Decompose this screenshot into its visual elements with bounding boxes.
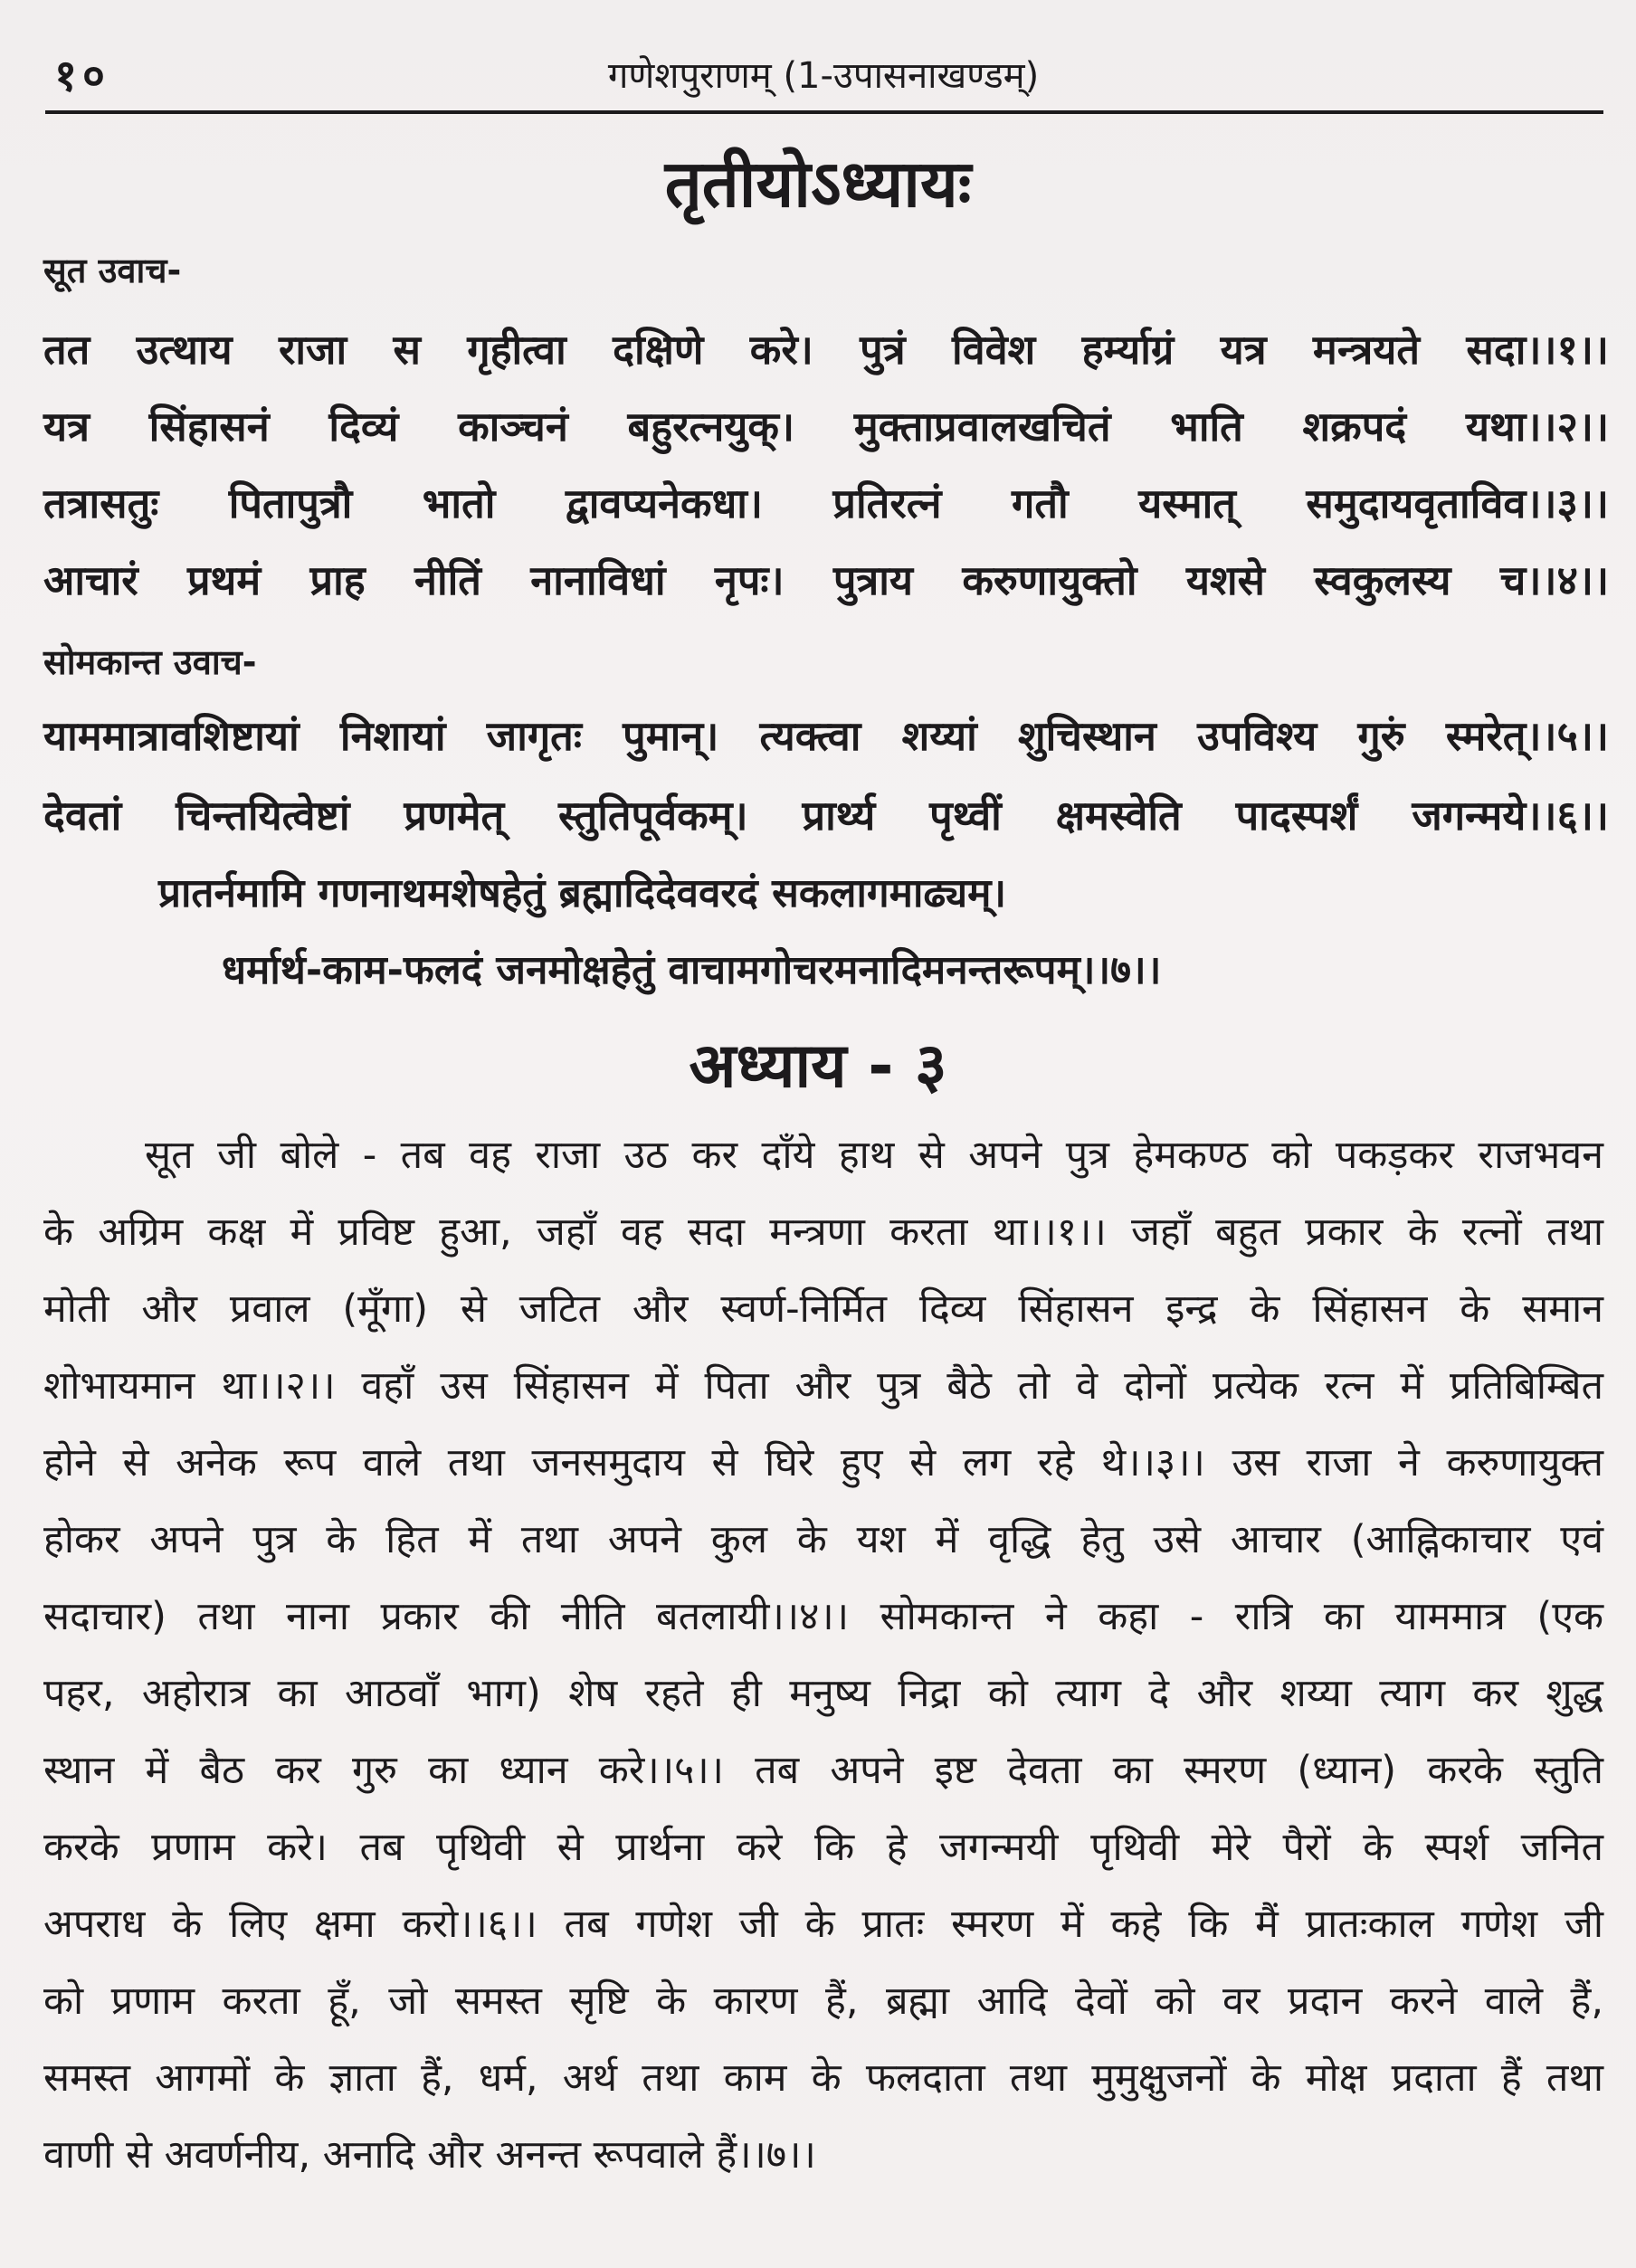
- sanskrit-verse-3: तत्रासतुः पितापुत्रौ भातो द्वावप्यनेकधा। प्रतिरत्नं गतौ यस्मात् समुदायवृताविव।।३।।: [43, 479, 1609, 527]
- header-divider: [45, 110, 1603, 114]
- sanskrit-verse-4: आचारं प्रथमं प्राह नीतिं नानाविधां नृपः। पुत्राय करुणायुक्तो यशसे स्वकुलस्य च।।४।।: [43, 556, 1609, 604]
- page-number: १०: [54, 51, 110, 101]
- section-heading: अध्याय - ३: [689, 1030, 947, 1102]
- page-header: [45, 36, 1602, 109]
- translation-line: सदाचार) तथा नाना प्रकार की नीति बतलायी।।४।। सोमकान्त ने कहा - रात्रि का याममात्र (एक: [43, 1594, 1603, 1639]
- translation-line: स्थान में बैठ कर गुरु का ध्यान करे।।५।। तब अपने इष्ट देवता का स्मरण (ध्यान) करके स्तुति: [43, 1748, 1603, 1793]
- translation-line: मोती और प्रवाल (मूँगा) से जटित और स्वर्ण-निर्मित दिव्य सिंहासन इन्द्र के सिंहासन के समान: [43, 1286, 1603, 1332]
- translation-line: वाणी से अवर्णनीय, अनादि और अनन्त रूपवाले हैं।।७।।: [43, 2132, 816, 2178]
- translation-line: सूत जी बोले - तब वह राजा उठ कर दाँये हाथ से अपने पुत्र हेमकण्ठ को पकड़कर राजभवन: [145, 1133, 1603, 1178]
- translation-line: होकर अपने पुत्र के हित में तथा अपने कुल के यश में वृद्धि हेतु उसे आचार (आह्निकाचार एवं: [43, 1517, 1603, 1562]
- translation-line: को प्रणाम करता हूँ, जो समस्त सृष्टि के कारण हैं, ब्रह्मा आदि देवों को वर प्रदान करने वाले हैं,: [43, 1979, 1603, 2024]
- translation-line: पहर, अहोरात्र का आठवाँ भाग) शेष रहते ही मनुष्य निद्रा को त्याग दे और शय्या त्याग कर शुद्ध: [43, 1671, 1603, 1716]
- translation-line: शोभायमान था।।२।। वहाँ उस सिंहासन में पिता और पुत्र बैठे तो वे दोनों प्रत्येक रत्न में प्रतिबिम्बित: [43, 1363, 1603, 1409]
- stotra-line-2: धर्मार्थ-काम-फलदं जनमोक्षहेतुं वाचामगोचरमनादिमनन्तरूपम्।।७।।: [222, 947, 1162, 993]
- translation-line: के अग्रिम कक्ष में प्रविष्ट हुआ, जहाँ वह सदा मन्त्रणा करता था।।१।। जहाँ बहुत प्रकार के रत्नों तथा: [43, 1210, 1603, 1255]
- stotra-line-1: प्रातर्नमामि गणनाथमशेषहेतुं ब्रह्मादिदेववरदं सकलागमाढ्यम्।: [158, 870, 1007, 916]
- translation-line: अपराध के लिए क्षमा करो।।६।। तब गणेश जी के प्रातः स्मरण में कहे कि मैं प्रातःकाल गणेश जी: [43, 1902, 1603, 1947]
- chapter-title: तृतीयोऽध्यायः: [664, 146, 972, 222]
- translation-line: करके प्रणाम करे। तब पृथिवी से प्रार्थना करे कि हे जगन्मयी पृथिवी मेरे पैरों के स्पर्श जनित: [43, 1825, 1603, 1870]
- sanskrit-verse-1: तत उत्थाय राजा स गृहीत्वा दक्षिणे करे। पुत्रं विवेश हर्म्याग्रं यत्र मन्त्रयते सदा।।१।।: [43, 326, 1609, 374]
- sanskrit-verse-5: याममात्रावशिष्टायां निशायां जागृतः पुमान्। त्यक्त्वा शय्यां शुचिस्थान उपविश्य गुरुं स्मरेत्।।५।।: [43, 712, 1609, 760]
- speaker-suta: सूत उवाच-: [43, 251, 182, 290]
- running-title: गणेशपुराणम् (1-उपासनाखण्डम्): [607, 55, 1040, 97]
- sanskrit-verse-6: देवतां चिन्तयित्वेष्टां प्रणमेत् स्तुतिपूर्वकम्। प्रार्थ्य पृथ्वीं क्षमस्वेति पादस्पर्शं जगन्मये।।६।।: [43, 792, 1609, 840]
- sanskrit-verse-2: यत्र सिंहासनं दिव्यं काञ्चनं बहुरत्नयुक्। मुक्ताप्रवालखचितं भाति शक्रपदं यथा।।२।।: [43, 403, 1609, 451]
- speaker-somakanta: सोमकान्त उवाच-: [43, 642, 257, 682]
- translation-line: होने से अनेक रूप वाले तथा जनसमुदाय से घिरे हुए से लग रहे थे।।३।। उस राजा ने करुणायुक्त: [43, 1440, 1603, 1485]
- translation-line: समस्त आगमों के ज्ञाता हैं, धर्म, अर्थ तथा काम के फलदाता तथा मुमुक्षुजनों के मोक्ष प्रदाता हैं तथा: [43, 2055, 1603, 2101]
